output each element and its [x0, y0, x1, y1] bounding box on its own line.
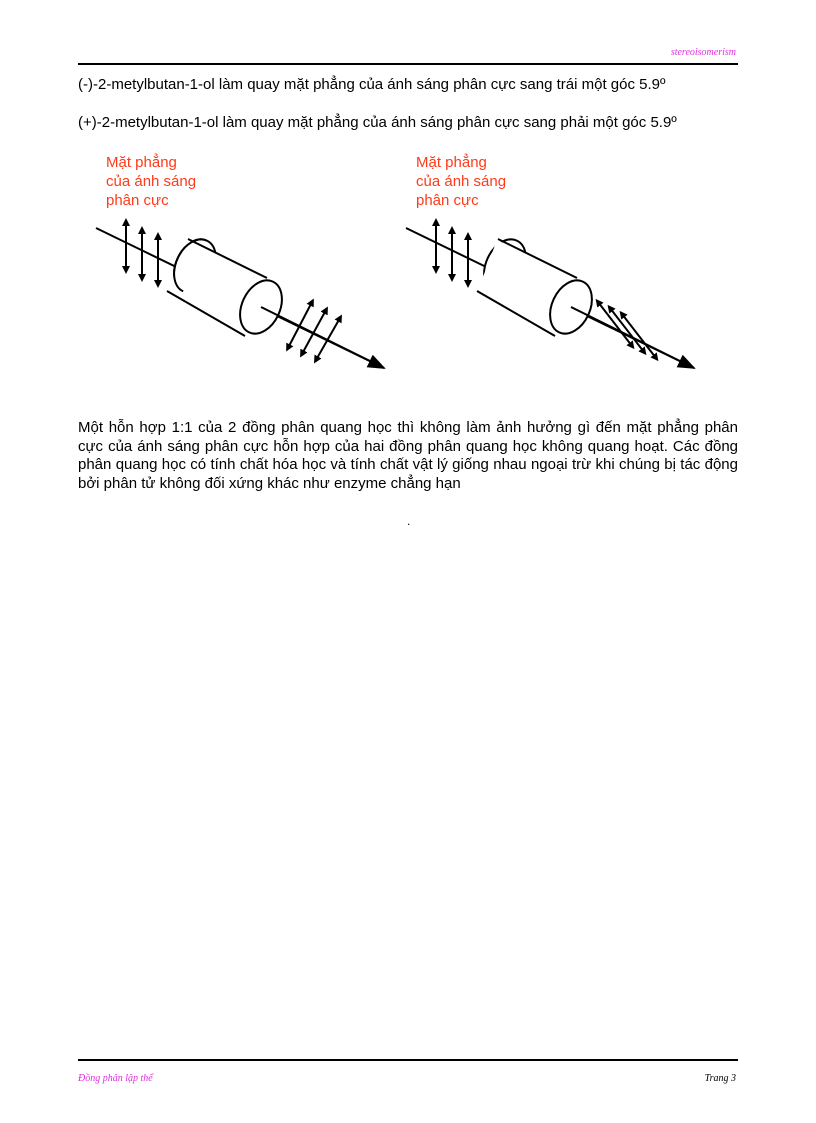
stray-dot: . — [407, 514, 411, 528]
label-line: phân cực — [416, 192, 479, 209]
label-line: Mặt phẳng — [106, 154, 177, 171]
footer-rule — [78, 1059, 738, 1061]
sample-tube — [476, 233, 694, 368]
statement-levo: (-)-2-metylbutan-1-ol làm quay mặt phẳng của ánh sáng phân cực sang trái một góc 5.9º — [78, 76, 666, 93]
polarization-diagram-right — [400, 150, 700, 380]
rotated-arrow — [316, 318, 340, 360]
label-line: của ánh sáng — [106, 173, 197, 190]
label-line: của ánh sáng — [416, 173, 507, 190]
label-line: Mặt phẳng — [416, 154, 487, 171]
plane-label-right — [416, 153, 506, 210]
statement-dextro: (+)-2-metylbutan-1-ol làm quay mặt phẳng của ánh sáng phân cực sang phải một góc 5.9º — [78, 114, 677, 131]
header-title: stereoisomerism — [670, 47, 736, 58]
polarization-diagram-left — [90, 150, 390, 380]
plane-label-left — [106, 153, 196, 210]
sample-tube — [166, 233, 384, 368]
label-line: phân cực — [106, 192, 169, 209]
header-rule — [78, 63, 738, 65]
page-number: Trang 3 — [704, 1073, 736, 1084]
explanation-paragraph: Một hỗn hợp 1:1 của 2 đồng phân quang học thì không làm ảnh hưởng gì đến mặt phẳng phân cực của ánh sáng phân cực hỗn hợp của hai đồng phân quang học không quang hoạt. Các đồng phân quang học có tính chất hóa học và tính chất vật lý giống nhau ngoại trừ khi chúng bị tác động bởi phân tử không đối xứng khác như enzyme chẳng hạn — [78, 419, 738, 492]
footer-title: Đồng phân lập thể — [78, 1073, 153, 1084]
